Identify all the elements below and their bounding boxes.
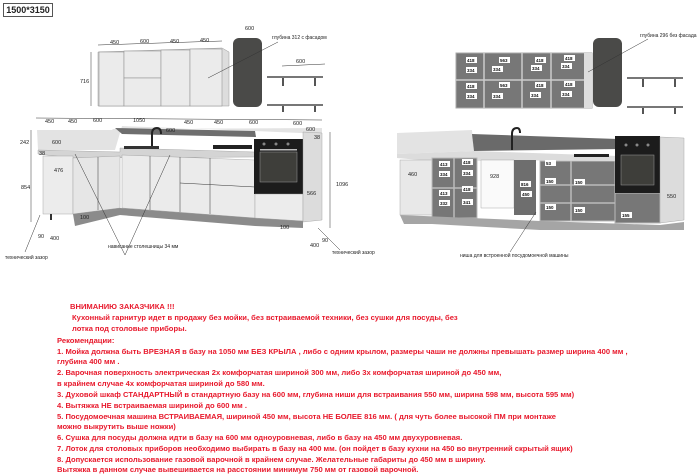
dim-label: 600 [306,127,316,133]
dim-label: 413 [440,191,448,196]
dim-label: 38 [39,151,46,157]
left-base-cabinets [37,126,322,228]
recommendation-item: 1. Мойка должна быть ВРЕЗНАЯ в базу на 1050 мм БЕЗ КРЫЛА , либо с одним крылом, размеры чаши не должны превышать размер ширина 400 мм , [57,347,628,356]
dim-label: 600 [245,26,255,32]
dim-label: 450 [522,192,530,197]
dim-label: 600 [166,128,176,134]
dim-label: 566 [307,191,317,197]
dim-label: 418 [467,84,475,89]
dim-label: 334 [493,67,501,72]
dim-label: 150 [575,180,583,185]
dim-label: 334 [440,172,448,177]
depth-note: глубина 312 с фасадом [272,35,327,41]
dim-label: 600 [293,121,303,127]
dim-label: 450 [110,40,120,46]
dim-label: 450 [45,119,55,125]
dim-label: 450 [184,120,194,126]
dim-label: 38 [314,135,321,141]
recommendation-item: 4. Вытяжка НЕ встраиваемая шириной до 600 мм . [57,401,247,410]
niche-note: ниша для встроенной посудомоечной машины [460,253,569,259]
dim-label: 334 [531,93,539,98]
recommendation-item: можно выкрутить выше ножки) [57,422,176,431]
dim-label: 418 [536,58,544,63]
dim-label: 476 [54,168,64,174]
dim-label: 334 [532,66,540,71]
gap-note: технический зазор [5,255,48,261]
dim-label: 155 [622,213,630,218]
dim-label: 928 [490,174,500,180]
recommendation-item: Вытяжка в данном случае вывешивается на расстоянии минимум 750 мм от газовой варочной. [57,465,419,474]
gap-note: технический зазор [332,250,375,256]
dim-label: 854 [21,185,31,191]
dim-label: 418 [467,58,475,63]
column-cabinet [233,38,262,107]
dim-label: 550 [667,194,677,200]
dim-label: 334 [493,94,501,99]
dim-label: 413 [440,162,448,167]
column-cabinet [593,38,622,107]
dim-label: 90 [38,234,45,240]
dim-label: 90 [322,238,329,244]
dim-label: 341 [463,200,471,205]
dim-label: 150 [546,179,554,184]
dim-label: 816 [521,182,529,187]
shelves [267,64,325,112]
dim-label: 600 [140,39,150,45]
attention-heading: ВНИМАНИЮ ЗАКАЗЧИКА !!! [70,302,175,311]
intro-text: лотка под столовые приборы. [72,324,187,333]
dim-label: 418 [536,83,544,88]
dim-label: 450 [170,39,180,45]
dim-label: 563 [500,58,508,63]
dim-label: 418 [463,187,471,192]
dim-label: 716 [80,79,90,85]
dim-label: 53 [546,161,552,166]
recommendation-item: 2. Варочная поверхность электрическая 2х комфорчатая шириной 300 мм, либо 3х комфорчатая шириной до 450 мм, [57,368,502,377]
dim-label: 600 [52,140,62,146]
dim-label: 600 [296,59,306,65]
recommendation-item: 3. Духовой шкаф СТАНДАРТНЫЙ в стандартную базу на 600 мм, глубина ниши для встраивания 550 мм, ширина 598 мм, высота 595 мм) [57,390,575,399]
dim-label: 334 [467,68,475,73]
dim-label: 100 [280,225,290,231]
size-label: 1500*3150 [3,3,53,17]
dim-label: 600 [93,118,103,124]
recommendation-item: в крайнем случае 4х комфорчатая шириной до 580 мм. [57,379,265,388]
dim-label: 563 [500,83,508,88]
dim-label: 100 [80,215,90,221]
dim-label: 150 [546,205,554,210]
dim-label: 1096 [336,182,349,188]
dim-label: 450 [68,119,78,125]
dim-label: 400 [310,243,320,249]
recommendation-item: 6. Сушка для посуды должна идти в базу на 600 мм одноуровневая, либо в базу на 450 мм двухуровневая. [57,433,463,442]
recommendation-item: 7. Лоток для столовых приборов необходимо выбирать в базу на 400 мм. (он пойдет в базу кухни на 450 во внутренний скрытый ящик) [57,444,573,453]
dim-label: 334 [467,94,475,99]
dim-label: 332 [440,201,448,206]
dim-label: 150 [575,208,583,213]
dim-label: 400 [50,236,60,242]
dim-label: 242 [20,140,30,146]
left-upper-cabinets [91,41,229,106]
dim-label: 334 [562,64,570,69]
dim-label: 418 [565,56,573,61]
dim-label: 450 [214,120,224,126]
right-base-cabinets [397,128,684,230]
overhang-note: нависание столешницы 34 мм [108,244,179,250]
recommendation-item: 5. Посудомоечная машина ВСТРАИВАЕМАЯ, шириной 450 мм, высота НЕ БОЛЕЕ 816 мм. ( для чуть более высокой ПМ при монтаже [57,412,557,421]
dim-label: 600 [249,120,259,126]
dim-label: 334 [562,92,570,97]
dim-label: 460 [408,172,418,178]
intro-text: Кухонный гарнитур идет в продажу без мойки, без встраиваемой техники, без сушки для посуды, без [72,313,458,322]
shelves [627,77,683,114]
dim-label: 1050 [133,118,146,124]
dim-label: 418 [565,82,573,87]
recommendation-item: 8. Допускается использование газовой варочной в крайнем случае. Желательные габариты до 450 мм в ширину. [57,455,486,464]
dim-label: 450 [200,38,210,44]
recommendations-title: Рекомендации: [57,336,115,345]
depth-note: глубина 296 без фасада [640,33,697,39]
dim-label: 334 [463,171,471,176]
dim-label: 418 [463,160,471,165]
recommendation-item: глубина 400 мм . [57,357,120,366]
